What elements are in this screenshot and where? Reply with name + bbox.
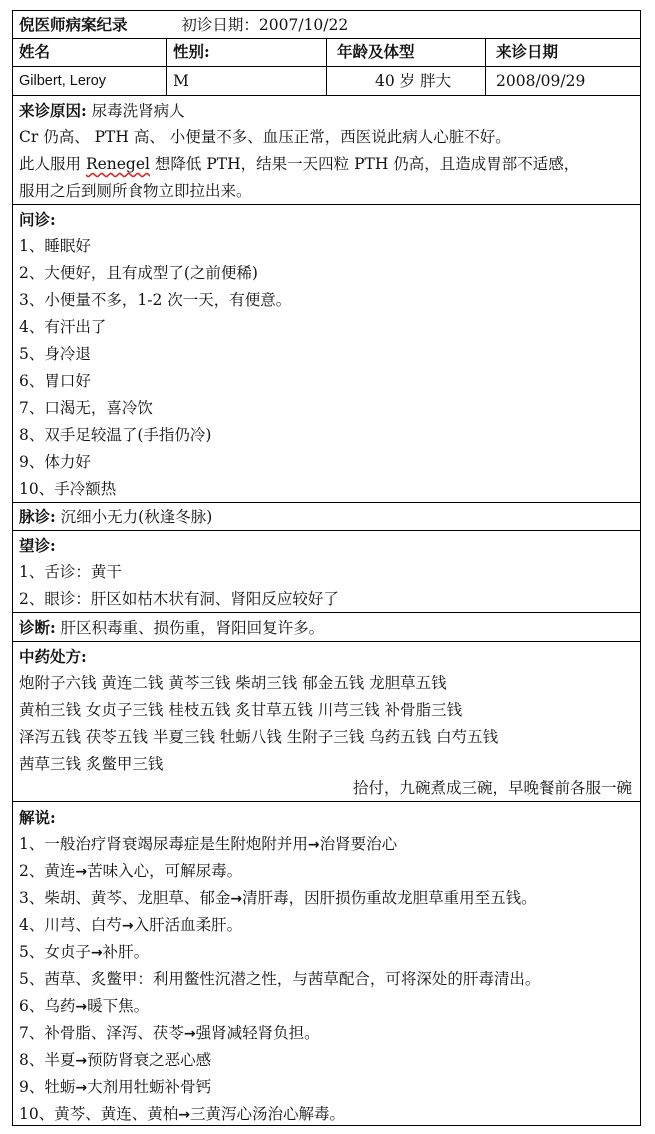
reason-line-3: 服用之后到厕所食物立即拉出来。 [19, 182, 252, 200]
right-arrow-icon: → [230, 891, 243, 907]
right-arrow-icon: → [75, 864, 88, 880]
prescription-line: 泽泻五钱 茯苓五钱 半夏三钱 牡蛎八钱 生附子三钱 乌药五钱 白芍五钱 [19, 728, 499, 746]
visit-date-label: 来诊日期 [485, 39, 642, 66]
diagnosis-value: 肝区积毒重、损伤重，肾阳回复许多。 [60, 619, 325, 637]
explanation-item [19, 1020, 320, 1047]
gender-label: 性别: [166, 39, 326, 66]
explanation-item-text: 6、乌药 [19, 997, 76, 1015]
first-visit-label: 初诊日期： [181, 16, 259, 34]
explanation-section [13, 801, 640, 1127]
observe-item: 2、眼诊：肝区如枯木状有洞、肾阳反应较好了 [19, 590, 339, 608]
right-arrow-icon: → [121, 918, 134, 934]
inquiry-item: 5、身冷退 [19, 345, 91, 363]
inquiry-label: 问诊: [19, 210, 56, 229]
explanation-item [19, 912, 242, 939]
diagnosis-line [19, 614, 324, 641]
inquiry-item: 8、双手足较温了(手指仍冷) [19, 426, 212, 444]
reason-line-2-pre: 此人服用 [19, 155, 86, 173]
explanation-item-text: 1、一般治疗肾衰竭尿毒症是生附炮附并用 [19, 835, 308, 853]
explanation-label: 解说: [19, 808, 56, 827]
explanation-item-text: 5、茜草、炙鳖甲：利用鳖性沉潜之性，与茜草配合，可将深处的肝毒清出。 [19, 970, 541, 988]
name-label: 姓名 [19, 42, 51, 61]
inquiry-item: 10、手冷额热 [19, 480, 117, 498]
explanation-item-result: 入肝活血柔肝。 [133, 916, 243, 934]
explanation-item [19, 939, 149, 966]
explanation-item-text: 2、黄连 [19, 862, 76, 880]
observe-label: 望诊: [19, 536, 56, 555]
patient-gender: M [166, 67, 326, 95]
inquiry-item: 2、大便好，且有成型了(之前便稀) [19, 264, 258, 282]
explanation-item-result: 治肾要治心 [319, 835, 398, 853]
header-label-row [13, 38, 640, 66]
prescription-line: 炮附子六钱 黄连二钱 黄芩三钱 柴胡三钱 郁金五钱 龙胆草五钱 [19, 674, 447, 692]
patient-age-build: 40 岁 胖大 [326, 67, 485, 95]
right-arrow-icon: → [183, 1026, 196, 1042]
inquiry-item: 1、睡眠好 [19, 237, 91, 255]
visit-date: 2008/09/29 [485, 67, 642, 95]
explanation-item-result: 大剂用牡蛎补骨钙 [87, 1078, 212, 1096]
prescription-line: 茜草三钱 炙鳖甲三钱 [19, 755, 164, 773]
inquiry-item: 3、小便量不多，1-2 次一天，有便意。 [19, 291, 292, 309]
right-arrow-icon: → [75, 1053, 88, 1069]
inquiry-item: 4、有汗出了 [19, 318, 107, 336]
explanation-item-text: 4、川芎、白芍 [19, 916, 122, 934]
explanation-item-text: 10、黄芩、黄连、黄柏 [19, 1105, 179, 1123]
reason-line-2 [19, 151, 579, 178]
explanation-item-result: 三黄泻心汤治心解毒。 [189, 1105, 345, 1123]
reason-line-2-post: 想降低 PTH，结果一天四粒 PTH 仍高，且造成胃部不适感， [150, 155, 580, 173]
prescription-note: 拾付，九碗煮成三碗，早晚餐前各服一碗 [352, 779, 632, 797]
explanation-item [19, 831, 397, 858]
explanation-item-text: 8、半夏 [19, 1051, 76, 1069]
explanation-item-result: 强肾减轻肾负担。 [195, 1024, 320, 1042]
patient-name: Gilbert, Leroy [19, 73, 107, 89]
pulse-section [13, 502, 640, 530]
pulse-label: 脉诊: [19, 507, 56, 526]
first-visit-date: 2007/10/22 [258, 16, 349, 34]
reason-value: 尿毒洗肾病人 [91, 102, 185, 120]
explanation-item [19, 1101, 345, 1128]
pulse-line [19, 503, 212, 530]
explanation-item [19, 1047, 211, 1074]
explanation-item [19, 1074, 211, 1101]
explanation-item-result: 清肝毒，因肝损伤重故龙胆草重用至五钱。 [242, 889, 537, 907]
title-row [13, 11, 640, 38]
inquiry-item: 7、口渴无，喜冷饮 [19, 399, 153, 417]
right-arrow-icon: → [75, 1080, 88, 1096]
explanation-item [19, 966, 540, 993]
explanation-item [19, 858, 242, 885]
pulse-value: 沉细小无力(秋逢冬脉) [60, 508, 213, 526]
case-record-sheet [12, 10, 641, 1126]
reason-label: 来诊原因: [19, 101, 87, 120]
right-arrow-icon: → [307, 837, 320, 853]
explanation-item [19, 885, 537, 912]
inquiry-section [13, 204, 640, 502]
explanation-item-result: 补肝。 [102, 943, 150, 961]
diagnosis-section [13, 612, 640, 641]
header-value-row [13, 66, 640, 95]
title-line [19, 11, 348, 38]
explanation-item-text: 3、柴胡、黄芩、龙胆草、郁金 [19, 889, 231, 907]
right-arrow-icon: → [75, 999, 88, 1015]
drug-name: Renegel [85, 155, 150, 173]
reason-line-1: Cr 仍高、 PTH 高、 小便量不多、血压正常，西医说此病人心脏不好。 [19, 128, 511, 146]
right-arrow-icon: → [90, 945, 103, 961]
prescription-label: 中药处方: [19, 647, 87, 666]
reason-heading [19, 97, 185, 124]
observe-section [13, 530, 640, 612]
reason-section [13, 95, 640, 204]
explanation-item-result: 预防肾衰之恶心感 [87, 1051, 212, 1069]
explanation-item-result: 暖下焦。 [87, 997, 150, 1015]
explanation-item [19, 993, 149, 1020]
explanation-item-text: 7、补骨脂、泽泻、茯苓 [19, 1024, 184, 1042]
prescription-line: 黄柏三钱 女贞子三钱 桂枝五钱 炙甘草五钱 川芎三钱 补骨脂三钱 [19, 701, 463, 719]
inquiry-item: 9、体力好 [19, 453, 91, 471]
record-title: 倪医师病案纪录 [19, 15, 128, 34]
prescription-section [13, 641, 640, 801]
observe-item: 1、舌诊：黄干 [19, 563, 122, 581]
age-build-label: 年龄及体型 [326, 39, 485, 66]
explanation-item-text: 5、女贞子 [19, 943, 91, 961]
right-arrow-icon: → [178, 1107, 190, 1123]
diagnosis-label: 诊断: [19, 618, 56, 637]
inquiry-item: 6、胃口好 [19, 372, 91, 390]
explanation-item-result: 苦味入心，可解尿毒。 [87, 862, 243, 880]
explanation-item-text: 9、牡蛎 [19, 1078, 76, 1096]
